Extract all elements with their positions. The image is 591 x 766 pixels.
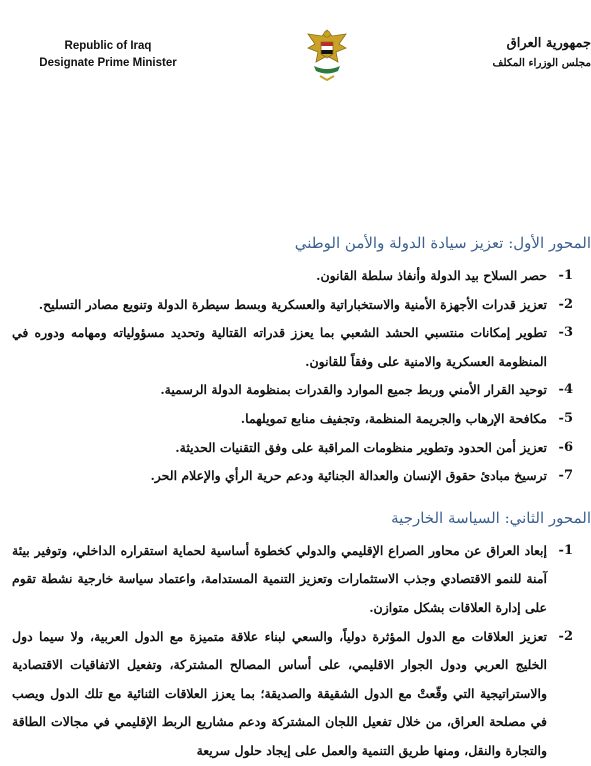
- item-number: 1-: [558, 268, 573, 283]
- item-number: 4-: [558, 382, 573, 398]
- item-number: 7-: [558, 468, 573, 484]
- item-text: تعزيز العلاقات مع الدول المؤثرة دولياً، والسعي لبناء علاقة متميزة مع الدول العربية، ولا سيما دول الخليج العربي ودول الجوار الاقليمي، على أساس المصالح المشتركة، وتفعيل الاتفاقيات الاقتصادية والاستراتيجية التي وقّعتْ مع الدول الشقيقة والصديقة؛ بما يعزز العلاقات الثنائية مع تلك الدول ويصب في مصلحة العراق، من خلال تفعيل اللجان المشتركة ودعم مشاريع الربط الإقليمي في مجالات الطاقة والتجارة والنقل، ومنها طريق التنمية والعمل على إيجاد حلول سريعة: [12, 628, 547, 758]
- section-title: المحور الأول: تعزيز سيادة الدولة والأمن الوطني: [294, 234, 591, 252]
- list-item: [12, 537, 573, 623]
- header-office-en: Designate Prime Minister: [39, 57, 177, 69]
- document-body: [0, 232, 591, 766]
- item-text: تعزيز قدرات الأجهزة الأمنية والاستخباراتية والعسكرية وبسط سيطرة الدولة وتنويع مصادر التسليح.: [38, 296, 547, 312]
- iraq-eagle-emblem-icon: [306, 26, 348, 84]
- item-text: ترسيخ مبادئ حقوق الإنسان والعدالة الجنائية ودعم حرية الرأي والإعلام الحر.: [150, 468, 547, 484]
- header-arabic: [461, 34, 591, 72]
- item-text: تطوير إمكانات منتسبي الحشد الشعبي بما يعزز قدراته القتالية وتحديد مسؤولياته ومهامه ودوره في المنظومة العسكرية والامنية على وفقاً للقانون.: [12, 325, 547, 369]
- list-item: [12, 291, 573, 320]
- item-number: 6-: [558, 439, 573, 455]
- item-number: 2-: [558, 296, 573, 312]
- header-country-ar: جمهورية العراق: [506, 36, 591, 51]
- header-english: [18, 38, 198, 72]
- item-text: مكافحة الإرهاب والجريمة المنظمة، وتجفيف منابع تمويلهما.: [240, 410, 547, 426]
- item-text: حصر السلاح بيد الدولة وأنفاذ سلطة القانون.: [316, 268, 547, 283]
- list-item: [12, 262, 573, 291]
- list-item: [12, 376, 573, 405]
- item-text: توحيد القرار الأمني وربط جميع الموارد والقدرات بمنظومة الدولة الرسمية.: [160, 382, 547, 398]
- item-number: 1-: [558, 542, 573, 558]
- item-text: إبعاد العراق عن محاور الصراع الإقليمي والدولي كخطوة أساسية لحماية استقراره الداخلي، وتوفير بيئة آمنة للنمو الاقتصادي وجذب الاستثمارات وتعزيز التنمية المستدامة، واعتماد سياسة خارجية نشطة تقوم على إدارة العلاقات بشكل متوازن.: [12, 542, 547, 615]
- list-item: [12, 405, 573, 434]
- item-number: 2-: [558, 628, 573, 644]
- list-item: [12, 462, 573, 491]
- section-list: [0, 262, 591, 491]
- item-number: 3-: [558, 325, 573, 341]
- list-item: [12, 319, 573, 376]
- section-list: [0, 537, 591, 766]
- section-title: المحور الثاني: السياسة الخارجية: [391, 508, 591, 527]
- list-item: [12, 623, 573, 766]
- item-text: تعزيز أمن الحدود وتطوير منظومات المراقبة على وفق التقنيات الحديثة.: [175, 439, 547, 455]
- header-office-ar: مجلس الوزراء المكلف: [492, 57, 591, 69]
- list-item: [12, 434, 573, 463]
- item-number: 5-: [558, 410, 573, 426]
- header-country-en: Republic of Iraq: [64, 40, 152, 52]
